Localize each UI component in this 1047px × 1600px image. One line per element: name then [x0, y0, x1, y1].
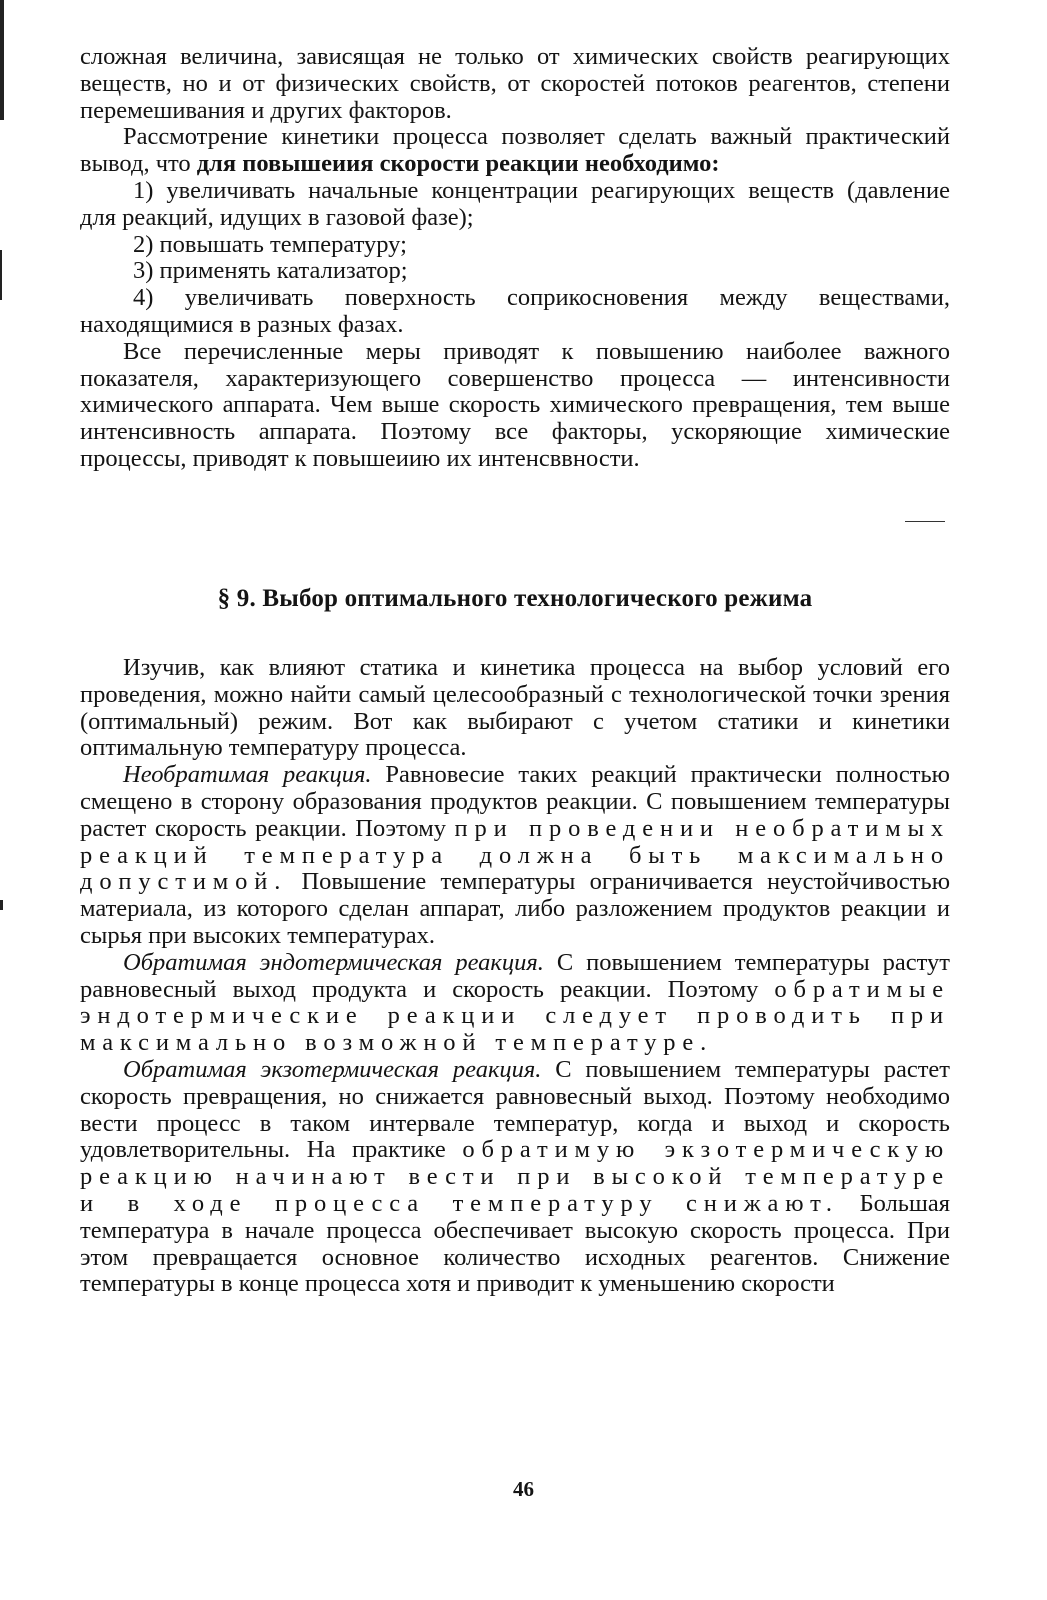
italic-term: Обратимая экзотермическая реакция. — [123, 1055, 542, 1083]
section-heading: § 9. Выбор оптимального технологического режима — [217, 585, 813, 612]
spaced-emphasis: при проведении необратимых реакций температура должна быть максимально допустимой. — [80, 814, 950, 896]
paragraph-text: Равновесие таких реакций практически полностью смещено в сторону образования продуктов реакции. С повышением температуры растет скорость реакции. Поэтому — [80, 761, 950, 842]
scan-edge-mark — [0, 250, 2, 300]
spaced-emphasis: обратимую экзотермическую реакцию начинают вести при высокой температуре и в ходе процесса температуру снижают. — [80, 1136, 950, 1217]
paragraph-continuation: сложная величина, зависящая не только от химических свойств реагирующих веществ, но и от физических свойств, от скоростей потоков реагентов, степени перемешивания и других факторов. — [80, 43, 950, 124]
paragraph-endothermic — [80, 950, 950, 1057]
paragraph-summary: Все перечисленные меры приводят к повышению наиболее важного показателя, характеризующего совершенство процесса — интенсивности химического аппарата. Чем выше скорость химического превращения, тем выше интенсивность аппарата. Поэтому все факторы, ускоряющие химические процессы, приводят к повышеиию их интенсввности. — [80, 337, 950, 472]
paragraph-text: Повышение температуры ограничивается неустойчивостью материала, из которого сделан аппарат, либо разложением продуктов реакции и сырья при высоких температурах. — [80, 868, 950, 949]
paragraph-kinetics-conclusion — [80, 124, 950, 178]
paragraph-text: С повышением температуры растет скорость превращения, но снижается равновесный выход. Поэтому необходимо вести процесс в таком интервале температур, когда и выход и скорость удовлетворительны. На практике — [80, 1055, 950, 1164]
scan-edge-mark — [0, 900, 3, 910]
list-item: 3) применять катализатор; — [133, 257, 408, 285]
paragraph-text: Большая температура в начале процесса обеспечивает высокую скорость процесса. При этом превращается основное количество исходных реагентов. Снижение температуры в конце процесса хотя и приводит к уменьшению скорости — [80, 1189, 950, 1298]
paragraph-exothermic — [80, 1057, 950, 1298]
paragraph-text: С повышением температуры растут равновесный выход продукта и скорость реакции. Поэтому — [80, 948, 950, 1003]
bold-conclusion: для повышеиия скорости реакции необходимо: — [196, 150, 720, 178]
text-block-top — [80, 44, 950, 473]
italic-term: Обратимая эндотермическая реакция. — [123, 948, 544, 976]
print-dash-mark — [905, 521, 945, 522]
scan-edge-mark — [0, 0, 4, 120]
italic-term: Необратимая реакция. — [123, 761, 372, 789]
paragraph-irreversible — [80, 762, 950, 950]
paragraph-intro: Изучив, как влияют статика и кинетика процесса на выбор условий его проведения, можно найти самый целесообразный с технологической точки зрения (оптимальный) режим. Вот как выбирают с учетом статики и кинетики оптимальную температуру процесса. — [80, 654, 950, 762]
spaced-emphasis: обратимые эндотермические реакции следует проводить при максимально возможной температуре. — [80, 975, 950, 1057]
page-number: 46 — [513, 1477, 534, 1501]
text-block-section — [80, 655, 950, 1298]
list-item: 1) увеличивать начальные концентрации реагирующих веществ (давление для реакций, идущих в газовой фазе); — [80, 176, 950, 231]
list-item: 2) повышать температуру; — [133, 230, 407, 258]
paragraph-text: Рассмотрение кинетики процесса позволяет сделать важный практический вывод, что — [80, 123, 950, 178]
list-item: 4) увеличивать поверхность соприкосновения между веществами, находящимися в разных фазах. — [80, 284, 950, 338]
